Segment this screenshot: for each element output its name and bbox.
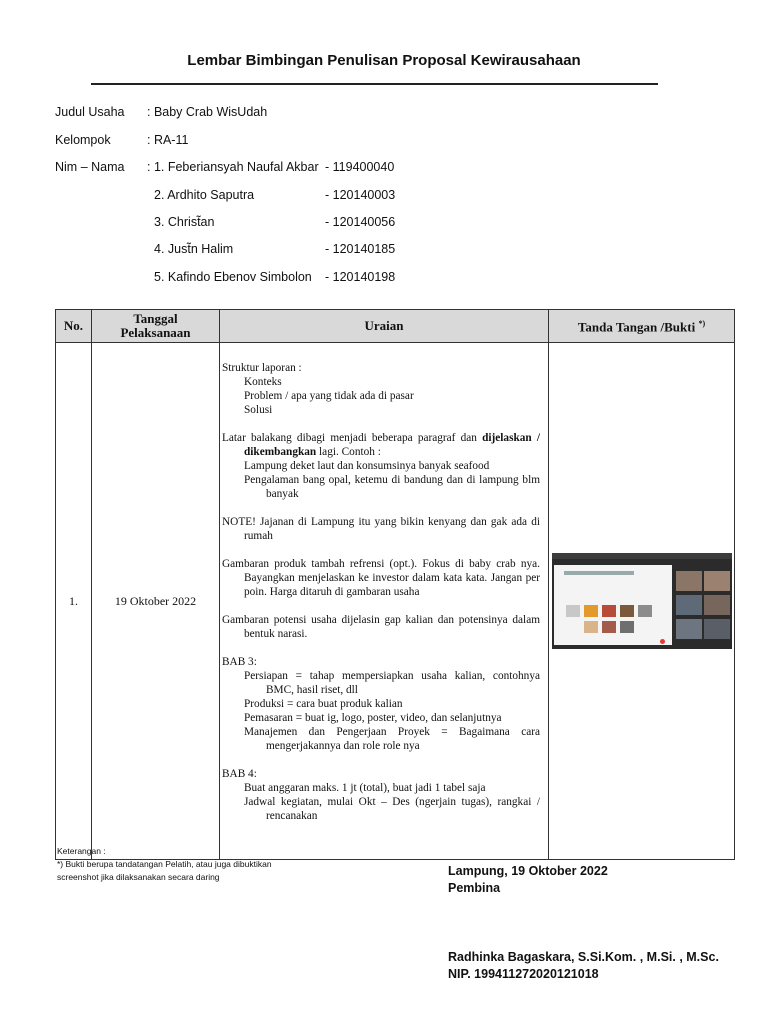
header-tanda-label: Tanda Tangan /Bukti: [577, 319, 696, 335]
cell-tanggal: 19 Oktober 2022: [92, 343, 220, 860]
keterangan-label: Keterangan :: [57, 846, 106, 856]
member-nim: - 120140185: [325, 242, 396, 256]
participant-video: [704, 595, 730, 615]
uraian-line: Buat anggaran maks. 1 jt (total), buat jadi 1 tabel saja: [244, 782, 486, 794]
nim-nama-label: Nim – Nama: [55, 160, 125, 174]
uraian-bold-text: dijelaskan / dikembangkan: [244, 432, 540, 458]
uraian-line: Pengalaman bang opal, ketemu di bandung dan di lampung blm banyak: [244, 474, 540, 500]
kelompok-label: Kelompok: [55, 133, 111, 147]
uraian-line: Persiapan = tahap mempersiapkan usaha kalian, contohnya BMC, hasil riset, dll: [244, 670, 540, 696]
uraian-struktur: [222, 361, 540, 417]
uraian-line: Produksi = cara buat produk kalian: [244, 698, 403, 710]
end-call-icon: [660, 639, 665, 644]
uraian-text: Latar balakang dibagi menjadi beberapa paragraf dan: [222, 432, 483, 444]
uraian-note: NOTE! Jajanan di Lampung itu yang bikin kenyang dan gak ada di rumah: [222, 516, 540, 542]
uraian-text: lagi. Contoh :: [316, 446, 381, 458]
uraian-bab4: [222, 767, 540, 823]
guidance-table: [55, 309, 735, 860]
uraian-latar: [222, 431, 540, 501]
header-tanggal-line2: Pelaksanaan: [120, 325, 191, 340]
doc-tile: [638, 605, 652, 617]
place-date: Lampung, 19 Oktober 2022: [448, 864, 608, 878]
meeting-screenshot: [552, 553, 732, 649]
browser-bar: [552, 553, 732, 559]
uraian-line: Konteks: [244, 376, 282, 388]
keterangan-line: *) Bukti berupa tandatangan Pelatih, atau juga dibuktikan: [57, 859, 272, 869]
member-nim: - 119400040: [325, 160, 395, 174]
cell-no: 1.: [56, 343, 92, 860]
member-name: 2. Ardhito Saputra: [154, 188, 255, 202]
participant-video: [676, 619, 702, 639]
doc-tile: [620, 605, 634, 617]
uraian-gambaran-produk: Gambaran produk tambah refrensi (opt.). Fokus di baby crab nya. Bayangkan menjelaskan ke investor dalam kata kata. Jangan per poin. Harga ditaruh di gambaran usaha: [222, 558, 540, 598]
participant-video: [676, 595, 702, 615]
member-name: 4. Just̃n Halim: [154, 242, 234, 256]
header-tanda-sup: *): [698, 319, 706, 329]
member-name: 3. Christ̃an: [154, 215, 215, 229]
doc-tile: [566, 605, 580, 617]
doc-tile: [602, 621, 616, 633]
member-nim: - 120140198: [325, 270, 396, 284]
document-title: Lembar Bimbingan Penulisan Proposal Kewirausahaan: [187, 52, 581, 69]
uraian-paragraph: [222, 431, 540, 459]
header-tanda: [549, 310, 735, 343]
uraian-bab3: [222, 655, 540, 753]
table-header-row: [56, 310, 735, 343]
signer-nip: NIP. 199411272020121018: [448, 967, 599, 981]
uraian-line: Jadwal kegiatan, mulai Okt – Des (ngerjain tugas), rangkai / rencanakan: [244, 796, 540, 822]
participant-video: [704, 571, 730, 591]
uraian-line: Manajemen dan Pengerjaan Proyek = Bagaimana cara mengerjakannya dan role role nya: [244, 726, 540, 752]
doc-tile: [584, 621, 598, 633]
member-nim: - 120140056: [325, 215, 396, 229]
table-row: [56, 343, 735, 860]
signer-name: Radhinka Bagaskara, S.Si.Kom. , M.Si. , M.Sc.: [448, 950, 719, 964]
header-tanggal-line1: Tanggal: [133, 311, 178, 326]
participant-video: [676, 571, 702, 591]
header-uraian: Uraian: [220, 310, 549, 343]
uraian-heading: BAB 3:: [222, 656, 257, 668]
member-name: : 1. Feberiansyah Naufal Akbar: [147, 160, 319, 174]
member-nim: - 120140003: [325, 188, 396, 202]
shared-document: [554, 565, 672, 645]
doc-tile: [584, 605, 598, 617]
participant-video: [704, 619, 730, 639]
uraian-line: Solusi: [244, 404, 273, 416]
judul-value: : Baby Crab WisUdah: [147, 105, 268, 119]
uraian-line: Lampung deket laut dan konsumsinya banyak seafood: [244, 460, 490, 472]
signer-role: Pembina: [448, 881, 501, 895]
judul-label: Judul Usaha: [55, 105, 125, 119]
doc-tile: [602, 605, 616, 617]
uraian-heading: BAB 4:: [222, 768, 257, 780]
uraian-line: Problem / apa yang tidak ada di pasar: [244, 390, 414, 402]
cell-uraian: [220, 343, 549, 860]
document-header: [564, 571, 634, 575]
uraian-gambaran-potensi: Gambaran potensi usaha dijelasin gap kalian dan potensinya dalam bentuk narasi.: [222, 614, 540, 640]
uraian-line: Struktur laporan :: [222, 362, 302, 374]
uraian-line: Pemasaran = buat ig, logo, poster, video, dan selanjutnya: [244, 712, 502, 724]
header-no: No.: [56, 310, 92, 343]
cell-bukti: [549, 343, 735, 860]
doc-tile: [620, 621, 634, 633]
member-name: 5. Kafindo Ebenov Simbolon: [154, 270, 312, 284]
keterangan-line: screenshot jika dilaksanakan secara daring: [57, 872, 220, 882]
title-underline: [91, 83, 658, 85]
kelompok-value: : RA-11: [147, 133, 189, 147]
header-tanggal: [92, 310, 220, 343]
